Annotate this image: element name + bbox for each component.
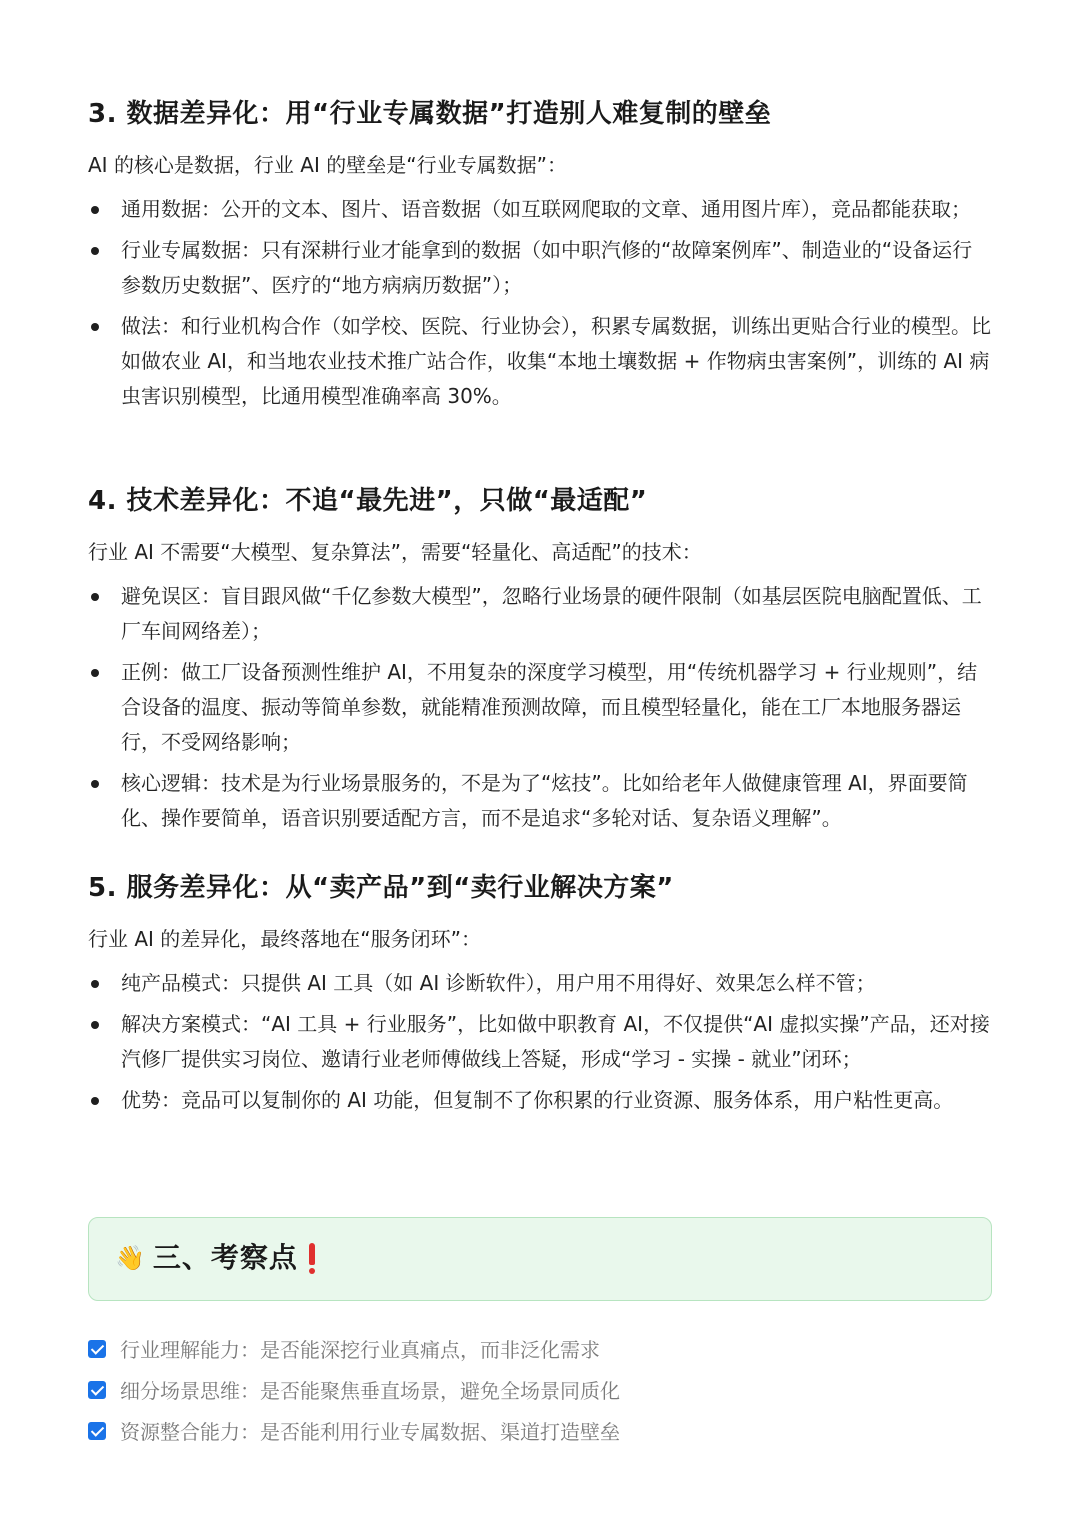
section-title: 4. 技术差异化：不追“最先进”，只做“最适配”: [88, 486, 648, 516]
list-item: [88, 1007, 992, 1077]
bullet-dot-icon: [91, 669, 99, 677]
list-item: [88, 579, 992, 649]
list-item-text: 正例：做工厂设备预测性维护 AI，不用复杂的深度学习模型，用“传统机器学习 + 行业规则”，结合设备的温度、振动等简单参数，就能精准预测故障，而且模型轻量化，能在工厂本地服务器运行，不受网络影响；: [121, 660, 978, 754]
bullet-list: [88, 192, 992, 414]
list-item: [88, 766, 992, 836]
section-title: 3. 数据差异化：用“行业专属数据”打造别人难复制的壁垒: [88, 99, 772, 129]
list-item-text: 通用数据：公开的文本、图片、语音数据（如互联网爬取的文章、通用图片库），竞品都能获取；: [121, 197, 971, 221]
checklist: [88, 1328, 620, 1451]
bullet-list: [88, 579, 992, 836]
checklist-item: [88, 1369, 620, 1410]
bullet-dot-icon: [91, 980, 99, 988]
bullet-list: [88, 966, 992, 1118]
list-item-text: 解决方案模式：“AI 工具 + 行业服务”，比如做中职教育 AI，不仅提供“AI 虚拟实操”产品，还对接汽修厂提供实习岗位、邀请行业老师傅做线上答疑，形成“学习 - 实操 - 就业”闭环；: [121, 1012, 990, 1071]
list-item: [88, 1083, 992, 1118]
checklist-item-text: 资源整合能力：是否能利用行业专属数据、渠道打造壁垒: [120, 1420, 620, 1444]
checked-checkbox-icon[interactable]: [88, 1340, 106, 1358]
section-intro: 行业 AI 的差异化，最终落地在“服务闭环”：: [88, 927, 482, 951]
checklist-item: [88, 1410, 620, 1451]
list-item: [88, 233, 992, 303]
list-item-text: 优势：竞品可以复制你的 AI 功能，但复制不了你积累的行业资源、服务体系，用户粘性更高。: [121, 1088, 954, 1112]
checked-checkbox-icon[interactable]: [88, 1381, 106, 1399]
bullet-dot-icon: [91, 1097, 99, 1105]
checklist-item-text: 细分场景思维：是否能聚焦垂直场景，避免全场景同质化: [120, 1379, 620, 1403]
list-item-text: 核心逻辑：技术是为行业场景服务的，不是为了“炫技”。比如给老年人做健康管理 AI，界面要简化、操作要简单，语音识别要适配方言，而不是追求“多轮对话、复杂语义理解”。: [121, 771, 968, 830]
list-item-text: 做法：和行业机构合作（如学校、医院、行业协会），积累专属数据，训练出更贴合行业的模型。比如做农业 AI，和当地农业技术推广站合作，收集“本地土壤数据 + 作物病虫害案例”，训练的 AI 病虫害识别模型，比通用模型准确率高 30%。: [121, 314, 991, 408]
callout-title: 三、考察点: [152, 1241, 298, 1274]
checked-checkbox-icon[interactable]: [88, 1422, 106, 1440]
list-item: [88, 309, 992, 414]
list-item-text: 纯产品模式：只提供 AI 工具（如 AI 诊断软件），用户用不用得好、效果怎么样不管；: [121, 971, 876, 995]
list-item-text: 避免误区：盲目跟风做“千亿参数大模型”，忽略行业场景的硬件限制（如基层医院电脑配置低、工厂车间网络差）；: [121, 584, 982, 643]
checklist-item: [88, 1328, 620, 1369]
bullet-dot-icon: [91, 206, 99, 214]
bullet-dot-icon: [91, 780, 99, 788]
section-intro: AI 的核心是数据，行业 AI 的壁垒是“行业专属数据”：: [88, 153, 567, 177]
section-service-differentiation: [88, 870, 992, 1124]
bullet-dot-icon: [91, 247, 99, 255]
waving-hand-icon: 👋: [115, 1244, 145, 1272]
section-tech-differentiation: [88, 483, 992, 842]
list-item-text: 行业专属数据：只有深耕行业才能拿到的数据（如中职汽修的“故障案例库”、制造业的“设备运行参数历史数据”、医疗的“地方病病历数据”）；: [121, 238, 973, 297]
callout-box: [88, 1217, 992, 1301]
list-item: [88, 966, 992, 1001]
section-title: 5. 服务差异化：从“卖产品”到“卖行业解决方案”: [88, 873, 674, 903]
checklist-item-text: 行业理解能力：是否能深挖行业真痛点，而非泛化需求: [120, 1338, 600, 1362]
bullet-dot-icon: [91, 323, 99, 331]
bullet-dot-icon: [91, 593, 99, 601]
bullet-dot-icon: [91, 1021, 99, 1029]
exclamation-icon: [308, 1241, 316, 1275]
section-intro: 行业 AI 不需要“大模型、复杂算法”，需要“轻量化、高适配”的技术：: [88, 540, 702, 564]
section-data-differentiation: [88, 96, 992, 420]
list-item: [88, 655, 992, 760]
callout-header: [115, 1240, 316, 1276]
list-item: [88, 192, 992, 227]
